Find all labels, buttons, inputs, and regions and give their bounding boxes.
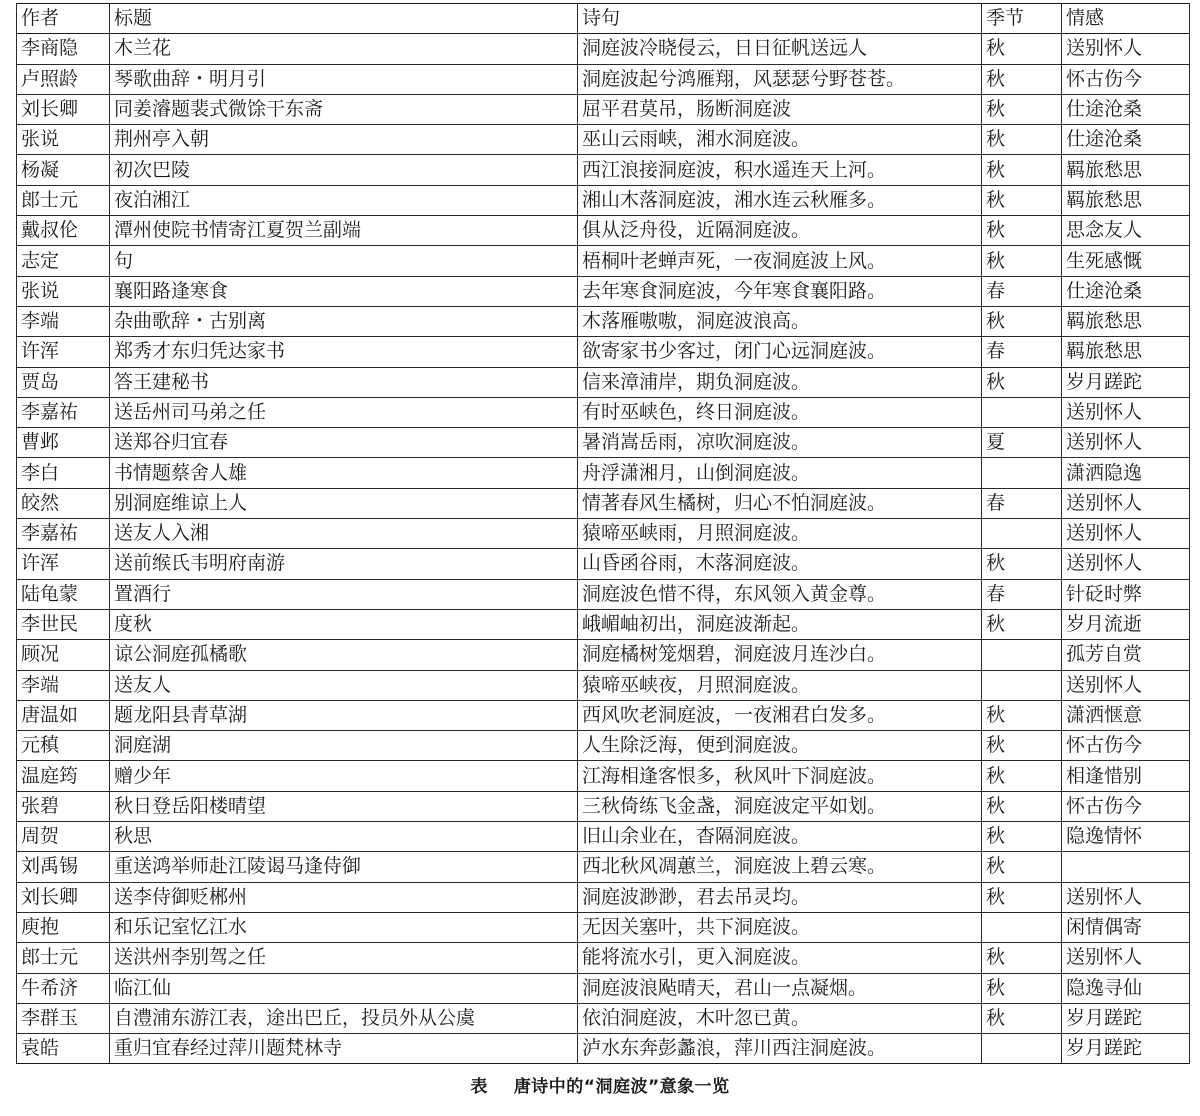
cell-title: 襄阳路逢寒食: [110, 276, 578, 306]
table-row: [17, 731, 1190, 761]
cell-emotion: 送别怀人: [1062, 397, 1190, 427]
table-row: [17, 94, 1190, 124]
cell-season: [982, 458, 1062, 488]
cell-verse: 洞庭波浪飐晴天，君山一点凝烟。: [578, 973, 982, 1003]
table-row: [17, 246, 1190, 276]
cell-author: 庾抱: [17, 912, 110, 942]
cell-author: 唐温如: [17, 700, 110, 730]
table-row: [17, 337, 1190, 367]
table-row: [17, 1034, 1190, 1064]
cell-season: 秋: [982, 609, 1062, 639]
cell-season: [982, 640, 1062, 670]
poem-table: [16, 3, 1190, 1064]
cell-season: 秋: [982, 1003, 1062, 1033]
cell-title: 题龙阳县青草湖: [110, 700, 578, 730]
cell-author: 郎士元: [17, 943, 110, 973]
cell-verse: 无因关塞叶，共下洞庭波。: [578, 912, 982, 942]
cell-verse: 木落雁嗷嗷，洞庭波浪高。: [578, 306, 982, 336]
cell-emotion: 羁旅愁思: [1062, 185, 1190, 215]
cell-emotion: 送别怀人: [1062, 943, 1190, 973]
cell-season: 秋: [982, 64, 1062, 94]
cell-season: 秋: [982, 94, 1062, 124]
cell-verse: 西风吹老洞庭波，一夜湘君白发多。: [578, 700, 982, 730]
table-row: [17, 852, 1190, 882]
table-row: [17, 943, 1190, 973]
cell-emotion: 怀古伤今: [1062, 731, 1190, 761]
cell-verse: 情著春风生橘树，归心不怕洞庭波。: [578, 488, 982, 518]
table-row: [17, 458, 1190, 488]
cell-season: 秋: [982, 549, 1062, 579]
cell-emotion: 隐逸情怀: [1062, 822, 1190, 852]
cell-title: 度秋: [110, 609, 578, 639]
cell-verse: 信来漳浦岸，期负洞庭波。: [578, 367, 982, 397]
cell-emotion: 岁月蹉跎: [1062, 1003, 1190, 1033]
cell-season: 秋: [982, 216, 1062, 246]
cell-title: 答王建秘书: [110, 367, 578, 397]
cell-title: 赠少年: [110, 761, 578, 791]
cell-season: 秋: [982, 125, 1062, 155]
cell-emotion: 怀古伤今: [1062, 791, 1190, 821]
cell-author: 曹邺: [17, 428, 110, 458]
cell-verse: 巫山云雨峡，湘水洞庭波。: [578, 125, 982, 155]
table-row: [17, 367, 1190, 397]
cell-emotion: 潇洒惬意: [1062, 700, 1190, 730]
table-row: [17, 912, 1190, 942]
cell-author: 张说: [17, 276, 110, 306]
cell-verse: 有时巫峡色，终日洞庭波。: [578, 397, 982, 427]
cell-emotion: 送别怀人: [1062, 549, 1190, 579]
cell-author: 袁皓: [17, 1034, 110, 1064]
table-row: [17, 670, 1190, 700]
cell-season: 秋: [982, 306, 1062, 336]
cell-verse: 人生除泛海，便到洞庭波。: [578, 731, 982, 761]
cell-author: 张说: [17, 125, 110, 155]
cell-season: 秋: [982, 943, 1062, 973]
cell-title: 重归宜春经过萍川题梵林寺: [110, 1034, 578, 1064]
cell-emotion: 怀古伤今: [1062, 64, 1190, 94]
cell-author: 卢照龄: [17, 64, 110, 94]
cell-title: 置酒行: [110, 579, 578, 609]
cell-verse: 猿啼巫峡夜，月照洞庭波。: [578, 670, 982, 700]
cell-season: 秋: [982, 822, 1062, 852]
cell-verse: 洞庭波渺渺，君去吊灵均。: [578, 882, 982, 912]
cell-emotion: 羁旅愁思: [1062, 155, 1190, 185]
cell-author: 刘长卿: [17, 882, 110, 912]
cell-author: 李端: [17, 306, 110, 336]
cell-title: 送友人: [110, 670, 578, 700]
table-row: [17, 579, 1190, 609]
cell-author: 郎士元: [17, 185, 110, 215]
cell-emotion: 送别怀人: [1062, 488, 1190, 518]
cell-title: 送郑谷归宜春: [110, 428, 578, 458]
cell-author: 许浑: [17, 337, 110, 367]
table-row: [17, 609, 1190, 639]
cell-emotion: 岁月流逝: [1062, 609, 1190, 639]
cell-season: 秋: [982, 731, 1062, 761]
cell-emotion: 潇洒隐逸: [1062, 458, 1190, 488]
cell-verse: 旧山余业在，杳隔洞庭波。: [578, 822, 982, 852]
cell-season: 秋: [982, 973, 1062, 1003]
table-row: [17, 306, 1190, 336]
cell-author: 周贺: [17, 822, 110, 852]
cell-emotion: 生死感慨: [1062, 246, 1190, 276]
cell-verse: 西北秋风凋蕙兰，洞庭波上碧云寒。: [578, 852, 982, 882]
cell-verse: 江海相逢客恨多，秋风叶下洞庭波。: [578, 761, 982, 791]
cell-emotion: 送别怀人: [1062, 34, 1190, 64]
cell-season: 秋: [982, 34, 1062, 64]
cell-season: 春: [982, 579, 1062, 609]
cell-title: 秋日登岳阳楼晴望: [110, 791, 578, 821]
cell-title: 秋思: [110, 822, 578, 852]
cell-author: 刘禹锡: [17, 852, 110, 882]
cell-author: 顾况: [17, 640, 110, 670]
table-row: [17, 125, 1190, 155]
table-body: [17, 34, 1190, 1064]
cell-verse: 梧桐叶老蝉声死，一夜洞庭波上风。: [578, 246, 982, 276]
cell-emotion: 仕途沧桑: [1062, 276, 1190, 306]
table-row: [17, 488, 1190, 518]
cell-title: 夜泊湘江: [110, 185, 578, 215]
cell-title: 潭州使院书情寄江夏贺兰副端: [110, 216, 578, 246]
table-row: [17, 1003, 1190, 1033]
cell-author: 皎然: [17, 488, 110, 518]
caption-label: 表: [470, 1077, 488, 1097]
cell-verse: 去年寒食洞庭波，今年寒食襄阳路。: [578, 276, 982, 306]
cell-verse: 洞庭波色惜不得，东风领入黄金尊。: [578, 579, 982, 609]
cell-title: 初次巴陵: [110, 155, 578, 185]
header-emotion: 情感: [1062, 4, 1190, 34]
cell-title: 送前缑氏韦明府南游: [110, 549, 578, 579]
header-verse: 诗句: [578, 4, 982, 34]
cell-title: 送岳州司马弟之任: [110, 397, 578, 427]
header-author: 作者: [17, 4, 110, 34]
cell-title: 洞庭湖: [110, 731, 578, 761]
cell-season: [982, 670, 1062, 700]
cell-season: 春: [982, 488, 1062, 518]
cell-verse: 峨嵋岫初出，洞庭波渐起。: [578, 609, 982, 639]
table-row: [17, 822, 1190, 852]
cell-author: 李嘉祐: [17, 397, 110, 427]
table-row: [17, 791, 1190, 821]
table-row: [17, 155, 1190, 185]
cell-title: 琴歌曲辞・明月引: [110, 64, 578, 94]
cell-verse: 欲寄家书少客过，闭门心远洞庭波。: [578, 337, 982, 367]
cell-title: 送友人入湘: [110, 519, 578, 549]
cell-author: 刘长卿: [17, 94, 110, 124]
cell-title: 荆州亭入朝: [110, 125, 578, 155]
table-row: [17, 761, 1190, 791]
cell-emotion: 思念友人: [1062, 216, 1190, 246]
cell-season: 春: [982, 337, 1062, 367]
cell-verse: 俱从泛舟役，近隔洞庭波。: [578, 216, 982, 246]
cell-emotion: 送别怀人: [1062, 882, 1190, 912]
cell-emotion: 岁月蹉跎: [1062, 1034, 1190, 1064]
cell-verse: 能将流水引，更入洞庭波。: [578, 943, 982, 973]
cell-emotion: 针砭时弊: [1062, 579, 1190, 609]
cell-title: 重送鸿举师赴江陵谒马逢侍御: [110, 852, 578, 882]
cell-season: [982, 1034, 1062, 1064]
table-caption: [0, 1072, 1200, 1097]
cell-author: 李商隐: [17, 34, 110, 64]
cell-season: 秋: [982, 791, 1062, 821]
cell-author: 李世民: [17, 609, 110, 639]
cell-title: 句: [110, 246, 578, 276]
cell-season: [982, 397, 1062, 427]
table-row: [17, 549, 1190, 579]
cell-verse: 泸水东奔彭蠡浪，萍川西注洞庭波。: [578, 1034, 982, 1064]
cell-title: 送洪州李别驾之任: [110, 943, 578, 973]
header-title: 标题: [110, 4, 578, 34]
cell-verse: 三秋倚练飞金盏，洞庭波定平如划。: [578, 791, 982, 821]
cell-emotion: 送别怀人: [1062, 519, 1190, 549]
cell-author: 李嘉祐: [17, 519, 110, 549]
cell-title: 同姜濬题裴式微馀干东斋: [110, 94, 578, 124]
cell-emotion: 送别怀人: [1062, 670, 1190, 700]
cell-emotion: [1062, 852, 1190, 882]
cell-author: 李端: [17, 670, 110, 700]
cell-title: 临江仙: [110, 973, 578, 1003]
cell-emotion: 羁旅愁思: [1062, 306, 1190, 336]
cell-verse: 洞庭波起兮鸿雁翔，风瑟瑟兮野苍苍。: [578, 64, 982, 94]
cell-author: 陆龟蒙: [17, 579, 110, 609]
table-row: [17, 882, 1190, 912]
cell-title: 木兰花: [110, 34, 578, 64]
cell-verse: 依泊洞庭波，木叶忽已黄。: [578, 1003, 982, 1033]
table-row: [17, 428, 1190, 458]
cell-verse: 舟浮潇湘月，山倒洞庭波。: [578, 458, 982, 488]
cell-verse: 洞庭橘树笼烟碧，洞庭波月连沙白。: [578, 640, 982, 670]
table-row: [17, 700, 1190, 730]
cell-season: 秋: [982, 185, 1062, 215]
cell-author: 杨凝: [17, 155, 110, 185]
cell-season: 夏: [982, 428, 1062, 458]
cell-title: 送李侍御贬郴州: [110, 882, 578, 912]
cell-title: 书情题蔡舍人雄: [110, 458, 578, 488]
cell-season: 秋: [982, 700, 1062, 730]
cell-emotion: 仕途沧桑: [1062, 94, 1190, 124]
cell-title: 谅公洞庭孤橘歌: [110, 640, 578, 670]
table-row: [17, 973, 1190, 1003]
header-season: 季节: [982, 4, 1062, 34]
cell-season: 秋: [982, 852, 1062, 882]
cell-emotion: 送别怀人: [1062, 428, 1190, 458]
table-row: [17, 185, 1190, 215]
cell-season: 秋: [982, 761, 1062, 791]
table-row: [17, 397, 1190, 427]
cell-verse: 湘山木落洞庭波，湘水连云秋雁多。: [578, 185, 982, 215]
cell-verse: 山昏函谷雨，木落洞庭波。: [578, 549, 982, 579]
cell-emotion: 相逢惜别: [1062, 761, 1190, 791]
cell-emotion: 孤芳自赏: [1062, 640, 1190, 670]
table-row: [17, 519, 1190, 549]
cell-author: 元稹: [17, 731, 110, 761]
table-row: [17, 640, 1190, 670]
cell-season: [982, 912, 1062, 942]
cell-title: 郑秀才东归凭达家书: [110, 337, 578, 367]
cell-verse: 屈平君莫吊，肠断洞庭波: [578, 94, 982, 124]
cell-verse: 洞庭波冷晓侵云，日日征帆送远人: [578, 34, 982, 64]
cell-author: 张碧: [17, 791, 110, 821]
cell-emotion: 岁月蹉跎: [1062, 367, 1190, 397]
cell-season: 秋: [982, 367, 1062, 397]
cell-title: 杂曲歌辞・古别离: [110, 306, 578, 336]
cell-verse: 暑消嵩岳雨，凉吹洞庭波。: [578, 428, 982, 458]
cell-verse: 猿啼巫峡雨，月照洞庭波。: [578, 519, 982, 549]
cell-season: 秋: [982, 882, 1062, 912]
cell-author: 戴叔伦: [17, 216, 110, 246]
cell-title: 和乐记室忆江水: [110, 912, 578, 942]
table-row: [17, 34, 1190, 64]
cell-verse: 西江浪接洞庭波，积水遥连天上河。: [578, 155, 982, 185]
cell-season: [982, 519, 1062, 549]
table-row: [17, 276, 1190, 306]
cell-author: 温庭筠: [17, 761, 110, 791]
table-row: [17, 64, 1190, 94]
caption-text: 唐诗中的“洞庭波”意象一览: [513, 1077, 730, 1097]
cell-emotion: 隐逸寻仙: [1062, 973, 1190, 1003]
table-row: [17, 216, 1190, 246]
cell-author: 李白: [17, 458, 110, 488]
cell-emotion: 羁旅愁思: [1062, 337, 1190, 367]
cell-season: 春: [982, 276, 1062, 306]
cell-emotion: 闲情偶寄: [1062, 912, 1190, 942]
cell-emotion: 仕途沧桑: [1062, 125, 1190, 155]
cell-title: 别洞庭维谅上人: [110, 488, 578, 518]
cell-author: 许浑: [17, 549, 110, 579]
cell-season: 秋: [982, 155, 1062, 185]
cell-author: 牛希济: [17, 973, 110, 1003]
cell-author: 贾岛: [17, 367, 110, 397]
cell-author: 志定: [17, 246, 110, 276]
cell-title: 自澧浦东游江表，途出巴丘，投员外从公虞: [110, 1003, 578, 1033]
cell-author: 李群玉: [17, 1003, 110, 1033]
header-row: [17, 4, 1190, 34]
cell-season: 秋: [982, 246, 1062, 276]
